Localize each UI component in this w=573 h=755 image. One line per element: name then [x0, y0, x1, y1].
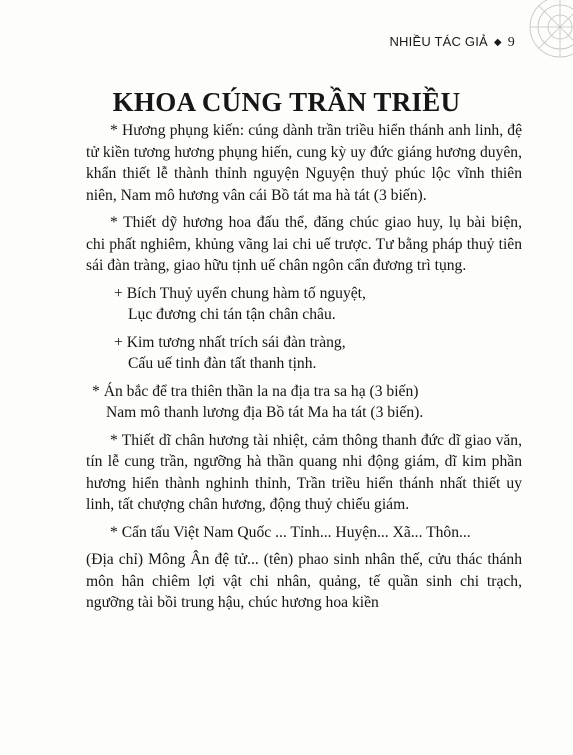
paragraph-address: (Địa chỉ) Mông Ân đệ tử... (tên) phao sinh nhân thế, cửu thác thánh môn hân chiêm lợi vật chi nhân, quảng, tế quần sinh chi trạch, ngưỡng tài bồi trung hậu, chúc hương hoa kiền: [86, 551, 522, 611]
running-title: NHIỀU TÁC GIẢ: [389, 34, 488, 49]
page-title: KHOA CÚNG TRẦN TRIỀU: [112, 87, 461, 117]
paragraph-invocation: * Thiết dĩ chân hương tài nhiệt, cảm thông thanh đức dĩ giao văn, tín lễ cung trần, ngưỡng hà thần quang nhi động giám, dĩ kim phần hương hiển thành nghinh thỉnh, Trần triều hiển thánh nhất thiết uy linh, tất chượng chân hương, động thuỷ chiếu giám.: [86, 431, 522, 513]
verse-line: Lục đương chi tán tận chân châu.: [128, 306, 336, 323]
diamond-separator-icon: ◆: [493, 37, 502, 48]
decorative-ornament-icon: [525, 0, 573, 62]
verse-line: + Bích Thuỷ uyển chung hàm tố nguyệt,: [114, 284, 366, 302]
paragraph-purification: * Thiết dỹ hương hoa đấu thể, đăng chúc giao huy, lụ bài biện, chi phất nghiêm, khủng vãng lai chi uế trược. Tư bằng pháp thuỷ tiên sái đàn tràng, giao hữu tịnh uế chân ngôn cẩn đương trì tụng.: [86, 214, 522, 274]
page-number: 9: [507, 35, 515, 50]
mantra-line: Nam mô thanh lương địa Bồ tát Ma ha tát (3 biến).: [106, 404, 424, 421]
verse-line: + Kim tương nhất trích sái đàn tràng,: [114, 333, 346, 351]
running-header: [389, 34, 515, 51]
document-body: [86, 120, 522, 620]
paragraph-petition: * Cẩn tấu Việt Nam Quốc ... Tỉnh... Huyện... Xã... Thôn...: [110, 523, 471, 541]
paragraph-incense-offering: * Hương phụng kiến: cúng dành trần triều hiển thánh anh linh, đệ tử kiền tương hương phụng hiến, cung kỳ uy đức giáng hương duyên, khẩn thiết lễ thành thỉnh nguyện Nguyện thuỷ phúc lộc vĩnh thiên niên, Nam mô hương vân cái Bồ tát ma hà tát (3 biến).: [86, 122, 522, 204]
mantra-line: * Án bắc để tra thiên thần la na địa tra sa hạ (3 biến): [92, 382, 419, 400]
verse-line: Cấu uế tinh đàn tất thanh tịnh.: [128, 355, 317, 372]
